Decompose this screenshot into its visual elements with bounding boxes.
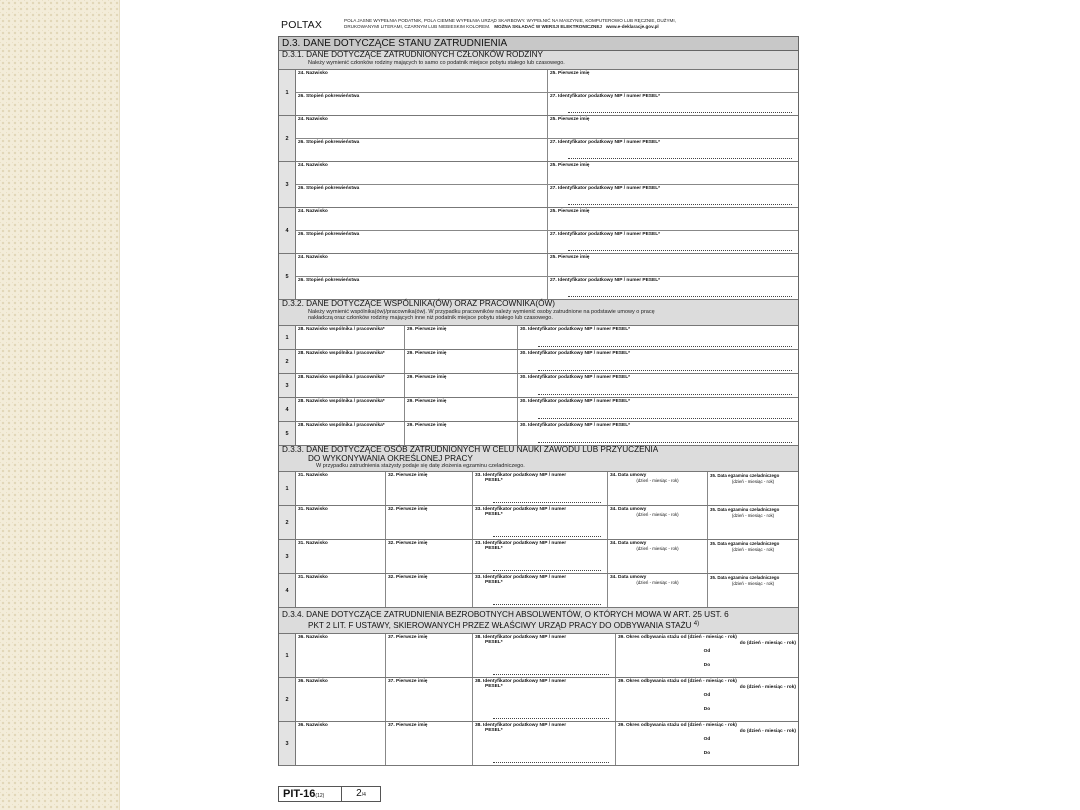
entry-row <box>296 350 798 373</box>
exam-date-field[interactable] <box>708 574 798 607</box>
first-name-field[interactable] <box>386 678 473 721</box>
partner-surname-field[interactable] <box>296 422 405 445</box>
entry-cells <box>295 722 798 765</box>
entry-number: 3 <box>285 181 289 188</box>
entry-block <box>279 678 798 722</box>
field-label: do (dzień - miesiąc - rok) <box>739 640 796 646</box>
surname-field[interactable] <box>296 540 386 573</box>
poltax-brand: POLTAX <box>281 19 323 31</box>
field-label: Do <box>703 662 711 668</box>
internship-period-field[interactable] <box>616 678 798 721</box>
digit-guide <box>538 344 792 347</box>
field-label: 39. Okres odbywania stażu od (dzień - miesiąc - rok) <box>618 635 737 640</box>
entry-block <box>279 350 798 374</box>
field-label: Do <box>703 750 711 756</box>
surname-field[interactable] <box>296 678 386 721</box>
field-label: 28. Nazwisko wspólnika / pracownika* <box>298 351 385 356</box>
exam-date-field[interactable] <box>708 472 798 505</box>
entry-row <box>296 93 798 115</box>
nip-pesel-field[interactable] <box>518 350 798 373</box>
field-label: 35. Data egzaminu czeladniczego <box>710 507 780 512</box>
first-name-field[interactable] <box>548 254 798 276</box>
first-name-field[interactable] <box>548 116 798 138</box>
d34-body <box>279 634 798 766</box>
field-label: PESEL* <box>485 580 503 585</box>
surname-field[interactable] <box>296 506 386 539</box>
field-label: 29. Pierwsze imię <box>407 399 447 404</box>
digit-guide <box>493 500 601 503</box>
entry-cells <box>295 208 798 253</box>
field-label: 30. Identyfikator podatkowy NIP / numer PESEL* <box>520 327 631 332</box>
entry-number: 3 <box>285 740 289 747</box>
entry-block <box>279 722 798 766</box>
entry-block <box>279 540 798 574</box>
nip-pesel-field[interactable] <box>473 506 608 539</box>
entry-cells <box>295 540 798 573</box>
field-label: 26. Stopień pokrewieństwa <box>298 94 360 99</box>
field-label: 32. Pierwsze imię <box>388 473 428 478</box>
entry-number: 2 <box>285 358 289 365</box>
digit-guide <box>568 156 792 159</box>
entry-cells <box>295 162 798 207</box>
nip-pesel-field[interactable] <box>518 422 798 445</box>
entry-block <box>279 472 798 506</box>
entry-number: 4 <box>285 587 289 594</box>
field-label: 38. Identyfikator podatkowy NIP / numer <box>475 679 567 684</box>
field-label: 31. Nazwisko <box>298 473 328 478</box>
entry-cells <box>295 506 798 539</box>
field-label: (dzień - miesiąc - rok) <box>636 580 679 585</box>
entry-cells <box>295 254 798 299</box>
field-label: 29. Pierwsze imię <box>407 423 447 428</box>
field-label: 37. Pierwsze imię <box>388 723 428 728</box>
kinship-field[interactable] <box>296 139 548 161</box>
field-label: Od <box>703 737 711 742</box>
field-label: 27. Identyfikator podatkowy NIP / numer PESEL* <box>550 232 661 237</box>
field-label: 27. Identyfikator podatkowy NIP / numer PESEL* <box>550 278 661 283</box>
form-header <box>278 14 799 36</box>
surname-field[interactable] <box>296 574 386 607</box>
partner-surname-field[interactable] <box>296 326 405 349</box>
field-label: 30. Identyfikator podatkowy NIP / numer PESEL* <box>520 351 631 356</box>
entry-cells <box>295 374 798 397</box>
internship-period-field[interactable] <box>616 634 798 677</box>
field-label: 24. Nazwisko <box>298 209 328 214</box>
internship-period <box>618 723 796 756</box>
entry-block <box>279 254 798 300</box>
entry-cells <box>295 398 798 421</box>
first-name-field[interactable] <box>405 350 518 373</box>
exam-date-field[interactable] <box>708 506 798 539</box>
section-title: D.3. DANE DOTYCZĄCE STANU ZATRUDNIENIA <box>279 37 798 51</box>
first-name-field[interactable] <box>548 208 798 230</box>
field-label: 34. Data umowy <box>610 473 647 478</box>
field-label: 39. Okres odbywania stażu od (dzień - miesiąc - rok) <box>618 679 737 684</box>
entry-block <box>279 326 798 350</box>
digit-guide <box>538 392 792 395</box>
entry-number: 4 <box>285 406 289 413</box>
surname-field[interactable] <box>296 722 386 765</box>
entry-number: 1 <box>285 652 289 659</box>
field-label: 31. Nazwisko <box>298 507 328 512</box>
field-label: 34. Data umowy <box>610 507 647 512</box>
entry-row <box>296 254 798 277</box>
nip-pesel-field[interactable] <box>473 634 616 677</box>
field-label: 35. Data egzaminu czeladniczego <box>710 575 780 580</box>
field-label: 30. Identyfikator podatkowy NIP / numer PESEL* <box>520 399 631 404</box>
entry-row <box>296 139 798 161</box>
kinship-field[interactable] <box>296 231 548 253</box>
entry-cells <box>295 422 798 445</box>
entry-row <box>296 574 798 607</box>
digit-guide <box>493 716 609 719</box>
entry-row <box>296 678 798 721</box>
field-label: 37. Pierwsze imię <box>388 635 428 640</box>
internship-period <box>618 679 796 712</box>
field-label: 25. Pierwsze imię <box>550 117 590 122</box>
field-label: 27. Identyfikator podatkowy NIP / numer PESEL* <box>550 94 661 99</box>
digit-guide <box>568 294 792 297</box>
nip-pesel-field[interactable] <box>548 93 798 115</box>
nip-pesel-field[interactable] <box>473 678 616 721</box>
entry-number: 4 <box>285 227 289 234</box>
field-label: 32. Pierwsze imię <box>388 507 428 512</box>
field-label: 28. Nazwisko wspólnika / pracownika* <box>298 423 385 428</box>
field-label: Od <box>703 693 711 698</box>
entry-row <box>296 326 798 349</box>
field-label: 32. Pierwsze imię <box>388 575 428 580</box>
field-label: Do <box>703 706 711 712</box>
field-label: (dzień - miesiąc - rok) <box>731 479 775 484</box>
entry-row <box>296 231 798 253</box>
field-label: (dzień - miesiąc - rok) <box>731 513 775 518</box>
first-name-field[interactable] <box>386 722 473 765</box>
digit-guide <box>538 416 792 419</box>
nip-pesel-field[interactable] <box>518 398 798 421</box>
entry-row <box>296 208 798 231</box>
field-label: 25. Pierwsze imię <box>550 209 590 214</box>
form-frame <box>278 36 799 766</box>
first-name-field[interactable] <box>405 374 518 397</box>
field-label: Od <box>703 649 711 654</box>
field-label: 26. Stopień pokrewieństwa <box>298 186 360 191</box>
first-name-field[interactable] <box>548 162 798 184</box>
entry-cells <box>295 574 798 607</box>
field-label: (dzień - miesiąc - rok) <box>731 581 775 586</box>
nip-pesel-field[interactable] <box>473 574 608 607</box>
entry-cells <box>295 326 798 349</box>
entry-block <box>279 422 798 446</box>
field-label: 28. Nazwisko wspólnika / pracownika* <box>298 399 385 404</box>
field-label: 37. Pierwsze imię <box>388 679 428 684</box>
field-label: 31. Nazwisko <box>298 575 328 580</box>
form-instructions: POLA JASNE WYPEŁNIA PODATNIK, POLA CIEMNE WYPEŁNIA URZĄD SKARBOWY. WYPEŁNIĆ NA MASZYNIE, KOMPUTEROWO LUB RĘCZNIE, DUŻYMI, DRUKOWANYMI LITERAMI, CZARNYM LUB NIEBIESKIM KOLOREM. MOŻNA SKŁADAĆ W WERSJI ELEKTRONICZNEJ www.e-deklaracje.gov.pl <box>344 18 676 29</box>
entry-row <box>296 506 798 539</box>
field-label: 36. Nazwisko <box>298 635 328 640</box>
entry-block <box>279 70 798 116</box>
first-name-field[interactable] <box>386 574 473 607</box>
field-label: 26. Stopień pokrewieństwa <box>298 140 360 145</box>
entry-number: 3 <box>285 553 289 560</box>
surname-field[interactable] <box>296 634 386 677</box>
field-label: PESEL* <box>485 684 503 689</box>
entry-row <box>296 540 798 573</box>
digit-guide <box>568 248 792 251</box>
entry-cells <box>295 634 798 677</box>
field-label: (dzień - miesiąc - rok) <box>731 547 775 552</box>
digit-guide <box>538 440 792 443</box>
entry-cells <box>295 472 798 505</box>
entry-number: 5 <box>285 430 289 437</box>
digit-guide <box>568 110 792 113</box>
contract-date-field[interactable] <box>608 540 708 573</box>
first-name-field[interactable] <box>386 472 473 505</box>
partner-surname-field[interactable] <box>296 374 405 397</box>
field-label: PESEL* <box>485 478 503 483</box>
entry-row <box>296 398 798 421</box>
field-label: 24. Nazwisko <box>298 255 328 260</box>
d34-title: D.3.4. DANE DOTYCZĄCE ZATRUDNIENIA BEZROBOTNYCH ABSOLWENTÓW, O KTÓRYCH MOWA W ART. 25 UST. 6 PKT 2 LIT. F USTAWY, SKIEROWANYCH PRZEZ WŁAŚCIWY URZĄD PRACY DO ODBYWANIA STAŻU $^{4)}$ <box>279 608 798 634</box>
field-label: 38. Identyfikator podatkowy NIP / numer <box>475 723 567 728</box>
digit-guide <box>568 202 792 205</box>
nip-pesel-field[interactable] <box>548 231 798 253</box>
entry-row <box>296 722 798 765</box>
field-label: 24. Nazwisko <box>298 163 328 168</box>
nip-pesel-field[interactable] <box>473 472 608 505</box>
d31-title: D.3.1. DANE DOTYCZĄCE ZATRUDNIONYCH CZŁONKÓW RODZINY Należy wymienić członków rodziny mających to samo co podatnik miejsce pobytu stałego lub czasowego. <box>279 51 798 70</box>
entry-cells <box>295 116 798 161</box>
internship-period-field[interactable] <box>616 722 798 765</box>
entry-row <box>296 374 798 397</box>
nip-pesel-field[interactable] <box>548 139 798 161</box>
field-label: (dzień - miesiąc - rok) <box>636 546 679 551</box>
entry-block <box>279 116 798 162</box>
field-label: 39. Okres odbywania stażu od (dzień - miesiąc - rok) <box>618 723 737 728</box>
entry-block <box>279 574 798 608</box>
nip-pesel-field[interactable] <box>473 540 608 573</box>
first-name-field[interactable] <box>405 422 518 445</box>
nip-pesel-field[interactable] <box>518 326 798 349</box>
surname-field[interactable] <box>296 70 548 92</box>
entry-number: 2 <box>285 135 289 142</box>
surname-field[interactable] <box>296 162 548 184</box>
field-label: do (dzień - miesiąc - rok) <box>739 684 796 690</box>
field-label: PESEL* <box>485 512 503 517</box>
field-label: 36. Nazwisko <box>298 679 328 684</box>
field-label: 24. Nazwisko <box>298 71 328 76</box>
nip-pesel-field[interactable] <box>548 185 798 207</box>
entry-number: 1 <box>285 89 289 96</box>
field-label: 33. Identyfikator podatkowy NIP / numer <box>475 473 567 478</box>
entry-number: 1 <box>285 485 289 492</box>
digit-guide <box>493 760 609 763</box>
first-name-field[interactable] <box>548 70 798 92</box>
first-name-field[interactable] <box>386 506 473 539</box>
entry-number: 3 <box>285 382 289 389</box>
field-label: 24. Nazwisko <box>298 117 328 122</box>
field-label: 33. Identyfikator podatkowy NIP / numer <box>475 507 567 512</box>
field-label: 26. Stopień pokrewieństwa <box>298 232 360 237</box>
surname-field[interactable] <box>296 208 548 230</box>
side-decoration <box>0 0 120 810</box>
digit-guide <box>493 602 601 605</box>
field-label: 36. Nazwisko <box>298 723 328 728</box>
entry-number: 2 <box>285 696 289 703</box>
field-label: 30. Identyfikator podatkowy NIP / numer PESEL* <box>520 423 631 428</box>
nip-pesel-field[interactable] <box>518 374 798 397</box>
entry-cells <box>295 70 798 115</box>
field-label: 25. Pierwsze imię <box>550 255 590 260</box>
entry-block <box>279 506 798 540</box>
field-label: 31. Nazwisko <box>298 541 328 546</box>
partner-surname-field[interactable] <box>296 398 405 421</box>
field-label: 29. Pierwsze imię <box>407 327 447 332</box>
entry-block <box>279 208 798 254</box>
field-label: 33. Identyfikator podatkowy NIP / numer <box>475 541 567 546</box>
entry-row <box>296 472 798 505</box>
first-name-field[interactable] <box>386 634 473 677</box>
field-label: 30. Identyfikator podatkowy NIP / numer PESEL* <box>520 375 631 380</box>
field-label: PESEL* <box>485 728 503 733</box>
field-label: PESEL* <box>485 640 503 645</box>
field-label: PESEL* <box>485 546 503 551</box>
field-label: 38. Identyfikator podatkowy NIP / numer <box>475 635 567 640</box>
nip-pesel-field[interactable] <box>548 277 798 299</box>
contract-date-field[interactable] <box>608 506 708 539</box>
nip-pesel-field[interactable] <box>473 722 616 765</box>
entry-block <box>279 374 798 398</box>
entry-number: 5 <box>285 273 289 280</box>
entry-row <box>296 116 798 139</box>
d32-body <box>279 326 798 446</box>
field-label: 35. Data egzaminu czeladniczego <box>710 541 780 546</box>
first-name-field[interactable] <box>386 540 473 573</box>
digit-guide <box>493 534 601 537</box>
field-label: 27. Identyfikator podatkowy NIP / numer PESEL* <box>550 186 661 191</box>
field-label: 25. Pierwsze imię <box>550 71 590 76</box>
digit-guide <box>493 568 601 571</box>
entry-cells <box>295 350 798 373</box>
surname-field[interactable] <box>296 472 386 505</box>
partner-surname-field[interactable] <box>296 350 405 373</box>
entry-row <box>296 634 798 677</box>
field-label: 34. Data umowy <box>610 541 647 546</box>
entry-row <box>296 185 798 207</box>
field-label: 29. Pierwsze imię <box>407 375 447 380</box>
d33-title: D.3.3. DANE DOTYCZĄCE OSÓB ZATRUDNIONYCH W CELU NAUKI ZAWODU LUB PRZYUCZENIA DO WYKONYWANIA OKREŚLONEJ PRACY W przypadku zatrudnienia stażysty podaje się datę złożenia egzaminu czeladniczego. <box>279 446 798 472</box>
form-code: PIT-16(12) <box>279 787 342 801</box>
form-footer <box>278 786 381 802</box>
internship-period <box>618 635 796 668</box>
field-label: (dzień - miesiąc - rok) <box>636 512 679 517</box>
field-label: 25. Pierwsze imię <box>550 163 590 168</box>
first-name-field[interactable] <box>405 398 518 421</box>
digit-guide <box>538 368 792 371</box>
entry-row <box>296 277 798 299</box>
entry-block <box>279 634 798 678</box>
field-label: 28. Nazwisko wspólnika / pracownika* <box>298 327 385 332</box>
first-name-field[interactable] <box>405 326 518 349</box>
kinship-field[interactable] <box>296 93 548 115</box>
field-label: 29. Pierwsze imię <box>407 351 447 356</box>
surname-field[interactable] <box>296 116 548 138</box>
field-label: 26. Stopień pokrewieństwa <box>298 278 360 283</box>
field-label: (dzień - miesiąc - rok) <box>636 478 679 483</box>
contract-date-field[interactable] <box>608 574 708 607</box>
entry-number: 2 <box>285 519 289 526</box>
field-label: 28. Nazwisko wspólnika / pracownika* <box>298 375 385 380</box>
page-number: 2/4 <box>356 788 366 799</box>
kinship-field[interactable] <box>296 185 548 207</box>
form-page <box>278 14 799 804</box>
digit-guide <box>493 672 609 675</box>
entry-cells <box>295 678 798 721</box>
d33-body <box>279 472 798 608</box>
surname-field[interactable] <box>296 254 548 276</box>
d32-title: D.3.2. DANE DOTYCZĄCE WSPÓLNIKA(ÓW) ORAZ PRACOWNIKA(ÓW) Należy wymienić wspólnika(ów)/pracownika(ów). W przypadku pracowników należy wymienić osoby zatrudnione na podstawie umowy o pracę nakładczą oraz członków rodziny mających inne niż podatnik miejsce pobytu stałego lub czasowego. <box>279 300 798 326</box>
field-label: do (dzień - miesiąc - rok) <box>739 728 796 734</box>
exam-date-field[interactable] <box>708 540 798 573</box>
field-label: 27. Identyfikator podatkowy NIP / numer PESEL* <box>550 140 661 145</box>
d31-body <box>279 70 798 300</box>
entry-row <box>296 70 798 93</box>
field-label: 34. Data umowy <box>610 575 647 580</box>
entry-row <box>296 422 798 445</box>
entry-number: 1 <box>285 334 289 341</box>
entry-row <box>296 162 798 185</box>
kinship-field[interactable] <box>296 277 548 299</box>
contract-date-field[interactable] <box>608 472 708 505</box>
field-label: 32. Pierwsze imię <box>388 541 428 546</box>
entry-block <box>279 398 798 422</box>
entry-block <box>279 162 798 208</box>
field-label: 35. Data egzaminu czeladniczego <box>710 473 780 478</box>
field-label: 33. Identyfikator podatkowy NIP / numer <box>475 575 567 580</box>
